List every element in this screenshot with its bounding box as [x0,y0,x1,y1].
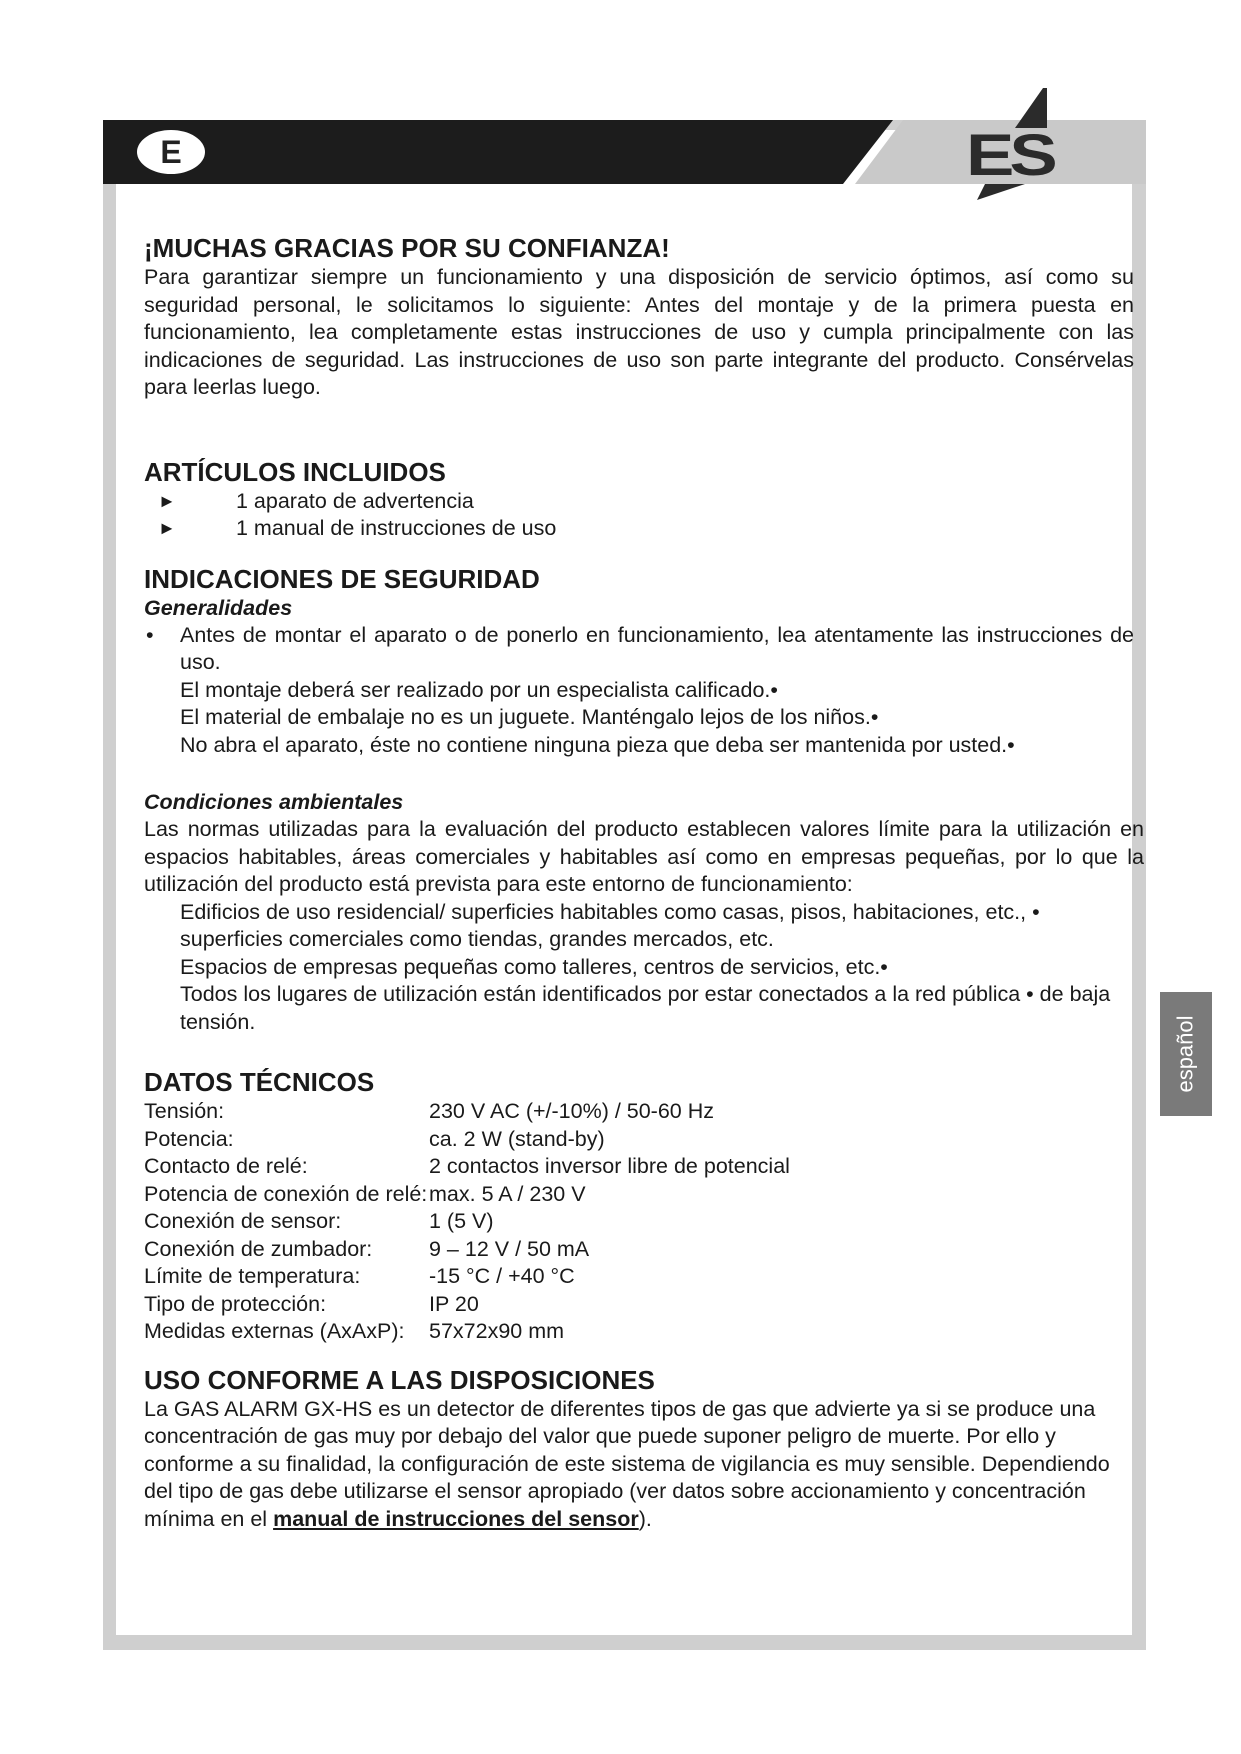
usage-body: La GAS ALARM GX-HS es un detector de diferentes tipos de gas que advierte ya si se produce una concentración de gas muy por debajo del valor que puede suponer peligro de muerte. Por ello y conforme a su finalidad, la configuración de este sistema de vigilancia es muy sensible. Dependiendo del tipo de gas debe utilizarse el sensor apropiado (ver datos sobre accionamiento y concentración mínima en el [144,1396,1110,1531]
env-text: Las normas utilizadas para la evaluación del producto establecen valores límite para la utilización en espacios habitables, áreas comerciales y habitables así como en empresas pequeñas, por lo que la utilización del producto está prevista para este entorno de funcionamiento: [144,817,1144,896]
language-badge: E [137,130,205,174]
tech-label: Conexión de sensor: [144,1209,342,1233]
tech-value: 57x72x90 mm [429,1319,565,1343]
tech-title: DATOS TÉCNICOS [144,1067,375,1097]
general-item: No abra el aparato, éste no contiene ninguna pieza que deba ser mantenida por usted.• [180,732,1015,757]
general-item: El montaje deberá ser realizado por un especialista calificado.• [180,677,778,702]
general-list [144,622,1134,760]
bullet-icon: • [146,622,154,647]
included-section [144,456,1134,543]
intro-section [144,232,1134,402]
tech-label: Potencia de conexión de relé: [144,1181,428,1206]
list-item [144,677,1134,705]
intro-text: Para garantizar siempre un funcionamiento y una disposición de servicio óptimos, así como su seguridad personal, le solicitamos lo siguiente: Antes del montaje y de la primera puesta en funcionamiento, lea completamente estas instrucciones de uso y cumpla principalmente con las indicaciones de seguridad. Las instrucciones de uso son parte integrante del producto. Consérvelas para leerlas luego. [144,265,1134,399]
included-list [144,488,1134,543]
tech-value: IP 20 [429,1291,479,1316]
usage-title: USO CONFORME A LAS DISPOSICIONES [144,1364,655,1395]
tech-label: Conexión de zumbador: [144,1236,373,1261]
included-item: 1 manual de instrucciones de uso [236,516,557,540]
tech-label: Tensión: [144,1099,225,1123]
tech-label: Contacto de relé: [144,1154,308,1178]
list-item [144,732,1134,760]
tech-label: Límite de temperatura: [144,1264,361,1288]
tech-section [144,1066,1134,1346]
language-side-tab [1160,992,1212,1116]
safety-title: INDICACIONES DE SEGURIDAD [144,563,540,594]
list-item [144,622,1134,677]
included-title: ARTÍCULOS INCLUIDOS [144,456,446,487]
general-subtitle: Generalidades [144,595,293,620]
logo-text: ES [966,123,1053,188]
tech-value: 2 contactos inversor libre de potencial [429,1154,790,1178]
intro-title: ¡MUCHAS GRACIAS POR SU CONFIANZA! [144,233,670,263]
tech-label: Tipo de protección: [144,1291,327,1316]
env-subtitle: Condiciones ambientales [144,790,404,814]
arrow-icon: ► [158,490,176,511]
tech-table [144,1098,1134,1346]
safety-section [144,563,1144,1037]
general-item: El material de embalaje no es un juguete. Manténgalo lejos de los niños.• [180,705,879,729]
side-tab-label: español [1173,1015,1199,1093]
tech-label: Medidas externas (AxAxP): [144,1319,405,1343]
tech-value: -15 °C / +40 °C [429,1264,575,1288]
tech-value: 9 – 12 V / 50 mA [429,1236,590,1261]
usage-section [144,1364,1134,1534]
general-item: Antes de montar el aparato o de ponerlo en funcionamiento, lea atentamente las instrucciones de uso. [180,622,1134,674]
env-item: Edificios de uso residencial/ superficies habitables como casas, pisos, habitaciones, etc., • superficies comerciales como tiendas, grandes mercados, etc. [180,899,1040,951]
tech-value: 230 V AC (+/-10%) / 50-60 Hz [429,1099,715,1123]
list-item [144,704,1134,732]
included-item: 1 aparato de advertencia [236,488,474,513]
list-item [144,515,1134,543]
tech-value: max. 5 A / 230 V [429,1181,586,1206]
tech-value: ca. 2 W (stand-by) [429,1126,605,1151]
sensor-manual-reference: manual de instrucciones del sensor [273,1506,639,1531]
usage-tail: ). [638,1506,652,1531]
manual-content [144,232,1144,1533]
usage-text [144,1396,1134,1534]
tech-label: Potencia: [144,1126,234,1151]
tech-value: 1 (5 V) [429,1209,494,1233]
env-item: Espacios de empresas pequeñas como talleres, centros de servicios, etc.• [180,954,888,979]
env-list [144,899,1134,1037]
env-item: Todos los lugares de utilización están identificados por estar conectados a la red pública • de baja tensión. [180,982,1111,1034]
list-item [144,488,1134,516]
arrow-icon: ► [158,518,176,538]
